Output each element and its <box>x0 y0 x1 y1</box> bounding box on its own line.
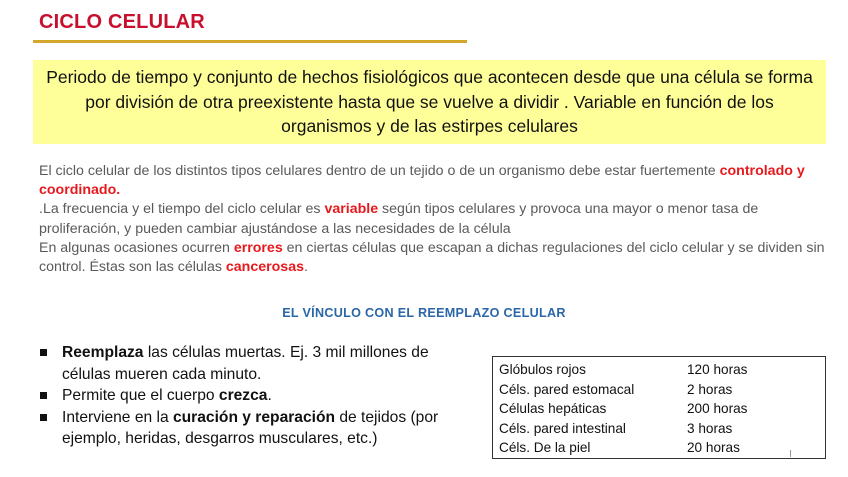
cycle-duration-table <box>499 360 747 458</box>
cell-type: Céls. De la piel <box>499 440 591 455</box>
bullet-bold: curación y reparación <box>172 408 336 426</box>
paragraph-text: El ciclo celular de los distintos tipos celulares dentro de un tejido o de un organismo debe estar fuertemente <box>39 163 720 179</box>
cell-type: Céls. pared intestinal <box>499 420 626 436</box>
paragraph-text: En algunas ocasiones ocurren <box>39 239 234 256</box>
cell-type: Células hepáticas <box>499 401 607 416</box>
page-title: CICLO CELULAR <box>39 11 205 33</box>
cell-cycle-table <box>492 356 826 459</box>
cell-type: Glóbulos rojos <box>499 362 586 377</box>
definition-box <box>33 60 826 144</box>
paragraph-text: según tipos celulares y provoca una mayor o menor tasa de proliferación, y pueden cambiar ajustándose a las necesidades de la célula <box>39 201 759 237</box>
bullet-text: las células muertas. Ej. 3 mil millones de células mueren cada minuto. <box>62 344 429 383</box>
cycle-time: 20 horas <box>687 440 740 455</box>
highlight-errores: errores <box>233 239 283 256</box>
list-item <box>38 407 478 450</box>
paragraph-line-control <box>39 162 829 200</box>
table-row <box>499 438 747 458</box>
paragraph-text: .La frecuencia y el tiempo del ciclo celular es <box>39 201 325 218</box>
cycle-time: 120 horas <box>687 362 748 377</box>
highlight-controlado: controlado y coordinado. <box>39 163 805 199</box>
table-row <box>499 360 747 380</box>
square-bullet-icon <box>40 392 47 399</box>
bullet-list <box>38 342 478 450</box>
bullet-text: . <box>267 387 272 404</box>
cycle-time: 2 horas <box>687 381 733 397</box>
bullet-bold: crezca <box>218 387 268 404</box>
paragraph-line-frequency <box>39 200 829 238</box>
bullet-text: de tejidos (por ejemplo, heridas, desgarros musculares, etc.) <box>62 408 439 447</box>
list-item <box>38 385 478 407</box>
highlight-variable: variable <box>324 201 379 218</box>
cell-type: Céls. pared estomacal <box>499 381 635 397</box>
table-row <box>499 380 747 400</box>
square-bullet-icon <box>40 414 47 421</box>
bullet-text: Interviene en la <box>62 408 173 426</box>
paragraph-line-errors <box>39 239 829 277</box>
list-item <box>38 342 478 385</box>
paragraph-text: en ciertas células que escapan a dichas regulaciones del ciclo celular y se dividen sin control. Éstas son las células <box>39 239 825 276</box>
highlight-cancerosas: cancerosas <box>225 259 304 276</box>
paragraph-text: . <box>303 259 308 276</box>
bullet-bold: Reemplaza <box>62 344 144 361</box>
bullet-text: Permite que el cuerpo <box>62 387 219 404</box>
table-row <box>499 399 747 419</box>
intro-paragraph <box>39 162 829 277</box>
square-bullet-icon <box>40 349 47 356</box>
title-underline <box>33 40 467 43</box>
definition-text: Periodo de tiempo y conjunto de hechos fisiológicos que acontecen desde que una célula se forma por división de otra preexistente hasta que se vuelve a dividir . Variable en función de los organismos y de las estirpes celulares <box>46 67 813 136</box>
cycle-time: 200 horas <box>687 401 748 416</box>
section-heading: EL VÍNCULO CON EL REEMPLAZO CELULAR <box>282 306 566 320</box>
table-row <box>499 419 747 439</box>
cycle-time: 3 horas <box>687 420 733 436</box>
slide-corner-mark <box>790 450 791 457</box>
